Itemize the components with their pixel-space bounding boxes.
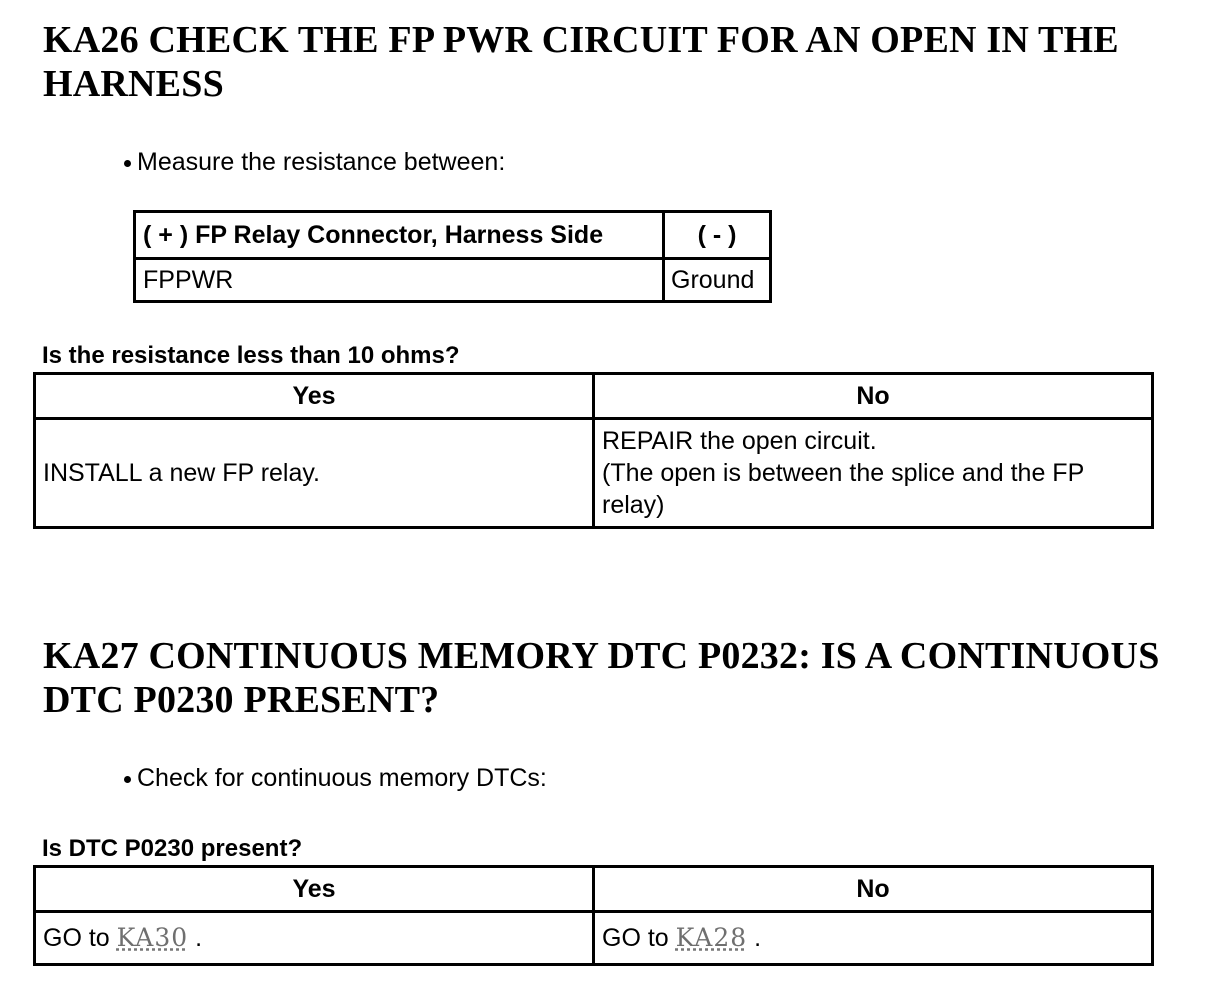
negative-lead-cell: Ground [664, 259, 771, 302]
positive-lead-cell: FPPWR [135, 259, 664, 302]
goto-suffix: . [754, 924, 762, 952]
table-row [35, 912, 1153, 965]
question-text: Is the resistance less than 10 ohms? [42, 342, 460, 369]
link-ka30[interactable]: KA30 [116, 923, 189, 952]
yes-no-table [33, 372, 1154, 529]
instruction-bullet [124, 147, 505, 177]
bullet-dot-icon [124, 160, 131, 167]
positive-lead-header: ( + ) FP Relay Connector, Harness Side [135, 212, 664, 259]
link-ka28[interactable]: KA28 [675, 923, 748, 952]
yes-header: Yes [35, 867, 594, 912]
negative-lead-header: ( - ) [664, 212, 771, 259]
no-action-line2: (The open is between the splice and the FP relay) [602, 459, 1084, 519]
no-header: No [594, 867, 1153, 912]
table-header-row [135, 212, 771, 259]
table-header-row [35, 374, 1153, 419]
yes-action: INSTALL a new FP relay. [35, 419, 594, 528]
no-action [594, 912, 1153, 965]
no-header: No [594, 374, 1153, 419]
goto-suffix: . [195, 924, 203, 952]
table-row [135, 259, 771, 302]
bullet-dot-icon [124, 776, 131, 783]
no-action-line1: REPAIR the open circuit. [602, 427, 877, 455]
table-header-row [35, 867, 1153, 912]
section-heading-ka26: KA26 CHECK THE FP PWR CIRCUIT FOR AN OPEN IN THE HARNESS [43, 19, 1119, 105]
yes-header: Yes [35, 374, 594, 419]
table-row [35, 419, 1153, 528]
instruction-bullet [124, 763, 547, 793]
no-action [594, 419, 1153, 528]
yes-no-table [33, 865, 1154, 966]
goto-prefix: GO to [43, 924, 110, 952]
question-text: Is DTC P0230 present? [42, 835, 303, 862]
instruction-text: Check for continuous memory DTCs: [137, 764, 547, 792]
section-heading-ka27: KA27 CONTINUOUS MEMORY DTC P0232: IS A CONTINUOUS DTC P0230 PRESENT? [43, 635, 1160, 721]
goto-prefix: GO to [602, 924, 669, 952]
instruction-text: Measure the resistance between: [137, 148, 506, 176]
measurement-table [133, 210, 772, 303]
yes-action [35, 912, 594, 965]
